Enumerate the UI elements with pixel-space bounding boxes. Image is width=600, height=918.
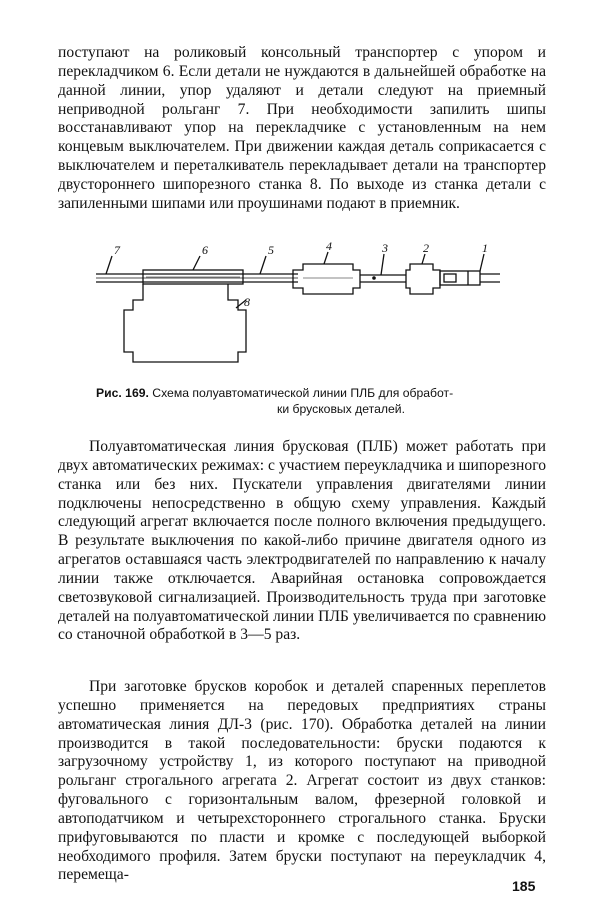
paragraph-plb: Полуавтоматическая линия брусковая (ПЛБ) может работать при двух автоматических режимах: с участием переукладчика и шипорезного станка или без них. Пускатели управления двигателями линии подключены непосредственно в общую схему управления. Каждый следующий агрегат включается после полного включения предыдущего. В результате выключения по какой-либо причине двигателя одного из агрегатов оставшаяся часть электродвигателей по направлению к началу линии также отключается. Аварийная остановка сопровождается светозвуковой сигнализацией. Производительность труда при заготовке деталей на полуавтоматической линии ПЛБ увеличивается по сравнению со станочной обработкой в 3—5 раз.	[58, 438, 546, 644]
label-4: 4	[326, 239, 332, 253]
section-3-mark	[372, 276, 376, 280]
line-diagram-figure	[88, 238, 508, 378]
label-1: 1	[482, 241, 488, 255]
unit-1-outline	[440, 271, 480, 285]
label-6: 6	[202, 243, 208, 257]
label-8: 8	[244, 295, 250, 309]
label-2: 2	[423, 241, 429, 255]
label-3: 3	[382, 241, 388, 255]
caption-line-2: ки брусковых деталей.	[277, 402, 405, 416]
unit-4-outline	[293, 264, 360, 294]
label-7: 7	[114, 243, 120, 257]
figure-number: Рис. 169.	[96, 386, 149, 400]
machine-8-outline	[124, 284, 246, 362]
unit-1-inner	[444, 274, 456, 282]
line-diagram	[88, 238, 508, 378]
page-number: 185	[512, 878, 536, 894]
caption-line-1: Схема полуавтоматической линии ПЛБ для обработ-	[152, 386, 454, 400]
paragraph-continued: поступают на роликовый консольный транспортер с упором и перекладчиком 6. Если детали не нуждаются в дальнейшей обработке на данной линии, упор удаляют и детали следуют на приемный неприводной рольганг 7. При необходимости запилить шипы восстанавливают упор на перекладчике с установленным на нем концевым выключателем. При движении каждая деталь соприкасается с выключателем и переталкиватель перекладывает детали на транспортер двустороннего шипорезного станка 8. По выходе из станка детали с запиленными шипами или проушинами подают в приемник.	[58, 44, 546, 212]
figure-caption	[96, 385, 516, 417]
label-5: 5	[268, 243, 274, 257]
unit-2-outline	[406, 264, 440, 294]
paragraph-dl3: При заготовке брусков коробок и деталей спаренных переплетов успешно применяется на передовых предприятиях страны автоматическая линия ДЛ-3 (рис. 170). Обработка деталей на линии производится в такой последовательности: бруски подаются к загрузочному устройству 1, из которого поступают на приводной рольганг строгального агрегата 2. Агрегат состоит из двух станков: фуговального с горизонтальным валом, фрезерной головкой и автоподатчиком и четырехстороннего строгального станка. Бруски прифуговываются по пласти и кромке с последующей выборкой необходимого профиля. Затем бруски поступают на переукладчик 4, перемеща-	[58, 678, 546, 884]
